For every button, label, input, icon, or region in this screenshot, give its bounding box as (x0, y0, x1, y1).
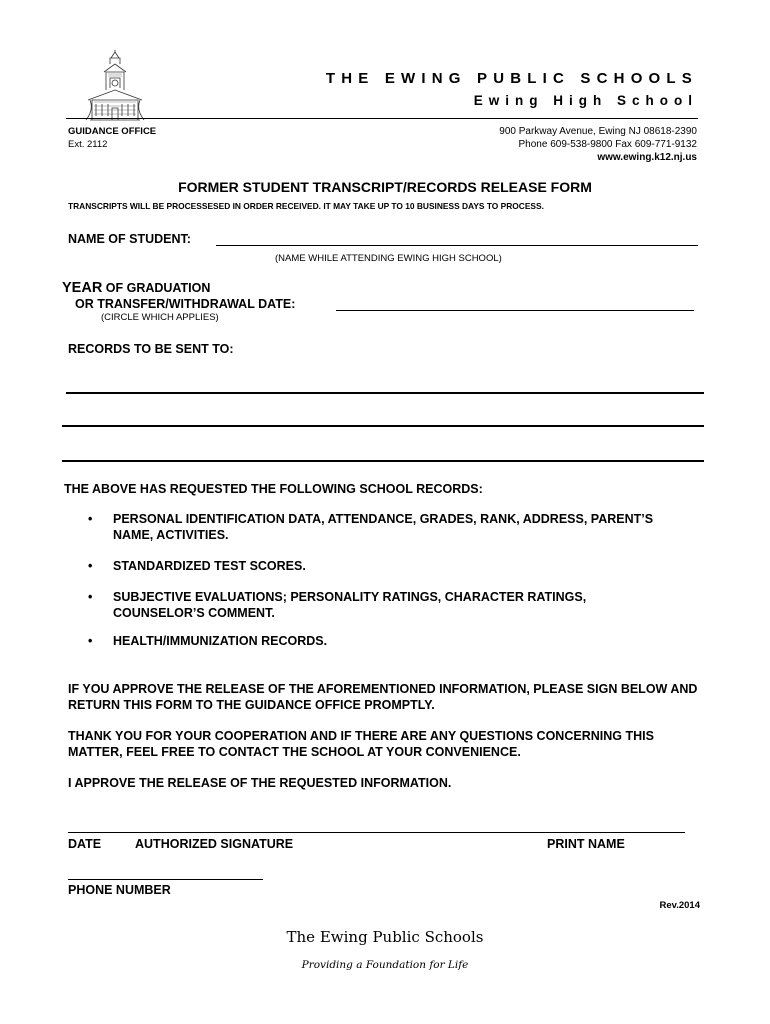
graduation-year-label (62, 279, 210, 297)
requested-records-heading: THE ABOVE HAS REQUESTED THE FOLLOWING SCHOOL RECORDS: (64, 482, 483, 496)
date-label: DATE (68, 837, 102, 851)
phone-fax: Phone 609-538-9800 Fax 609-771-9132 (518, 139, 697, 150)
header-divider (66, 118, 698, 119)
bullet-icon: • (88, 590, 93, 604)
print-name-label: PRINT NAME (547, 837, 625, 851)
recipient-line-1[interactable] (66, 392, 704, 394)
revision-label: Rev.2014 (659, 900, 700, 911)
signature-line[interactable] (68, 832, 685, 833)
student-name-label: NAME OF STUDENT: (68, 232, 191, 246)
transfer-date-field[interactable] (336, 310, 694, 311)
student-name-field[interactable] (216, 245, 698, 246)
bullet-icon: • (88, 512, 93, 526)
footer-tagline: Providing a Foundation for Life (301, 959, 469, 971)
year-word: YEAR (62, 280, 103, 296)
school-building-logo-icon (84, 50, 146, 122)
contact-block (499, 125, 697, 164)
district-name: THE EWING PUBLIC SCHOOLS (325, 70, 698, 87)
footer-title: The Ewing Public Schools (286, 928, 484, 946)
bullet-icon: • (88, 559, 93, 573)
transfer-date-label: OR TRANSFER/WITHDRAWAL DATE: (75, 297, 296, 311)
processing-notice: TRANSCRIPTS WILL BE PROCESSESED IN ORDER RECEIVED. IT MAY TAKE UP TO 10 BUSINESS DAYS TO PROCESS. (68, 201, 544, 211)
graduation-label-rest: OF GRADUATION (102, 281, 211, 295)
bullet-icon: • (88, 634, 93, 648)
extension-label: Ext. 2112 (68, 139, 108, 150)
record-item-text: PERSONAL IDENTIFICATION DATA, ATTENDANCE, GRADES, RANK, ADDRESS, PARENT’S NAME, ACTIVITIES. (113, 512, 654, 542)
thanks-paragraph: THANK YOU FOR YOUR COOPERATION AND IF THERE ARE ANY QUESTIONS CONCERNING THIS MATTER, FEEL FREE TO CONTACT THE SCHOOL AT YOUR CONVENIENCE. (68, 729, 654, 759)
form-title: FORMER STUDENT TRANSCRIPT/RECORDS RELEASE FORM (178, 179, 592, 195)
phone-number-field[interactable] (68, 879, 263, 880)
records-recipient-label: RECORDS TO BE SENT TO: (68, 342, 234, 356)
circle-hint: (CIRCLE WHICH APPLIES) (101, 312, 219, 323)
guidance-office-label: GUIDANCE OFFICE (68, 126, 157, 137)
school-name: Ewing High School (473, 93, 698, 108)
authorized-signature-label: AUTHORIZED SIGNATURE (135, 837, 294, 851)
phone-number-label: PHONE NUMBER (68, 883, 171, 897)
approval-statement: I APPROVE THE RELEASE OF THE REQUESTED INFORMATION. (68, 776, 452, 790)
record-item-text: HEALTH/IMMUNIZATION RECORDS. (113, 634, 328, 648)
student-name-hint: (NAME WHILE ATTENDING EWING HIGH SCHOOL) (275, 253, 502, 264)
record-item-text: SUBJECTIVE EVALUATIONS; PERSONALITY RATINGS, CHARACTER RATINGS, COUNSELOR’S COMMENT. (113, 590, 587, 620)
recipient-line-2[interactable] (62, 425, 704, 427)
record-item-text: STANDARDIZED TEST SCORES. (113, 559, 306, 573)
address: 900 Parkway Avenue, Ewing NJ 08618-2390 (499, 126, 697, 137)
website-link[interactable]: www.ewing.k12.nj.us (597, 152, 697, 163)
approve-instruction: IF YOU APPROVE THE RELEASE OF THE AFOREMENTIONED INFORMATION, PLEASE SIGN BELOW AND RETURN THIS FORM TO THE GUIDANCE OFFICE PROMPTLY. (68, 682, 698, 712)
recipient-line-3[interactable] (62, 460, 704, 462)
